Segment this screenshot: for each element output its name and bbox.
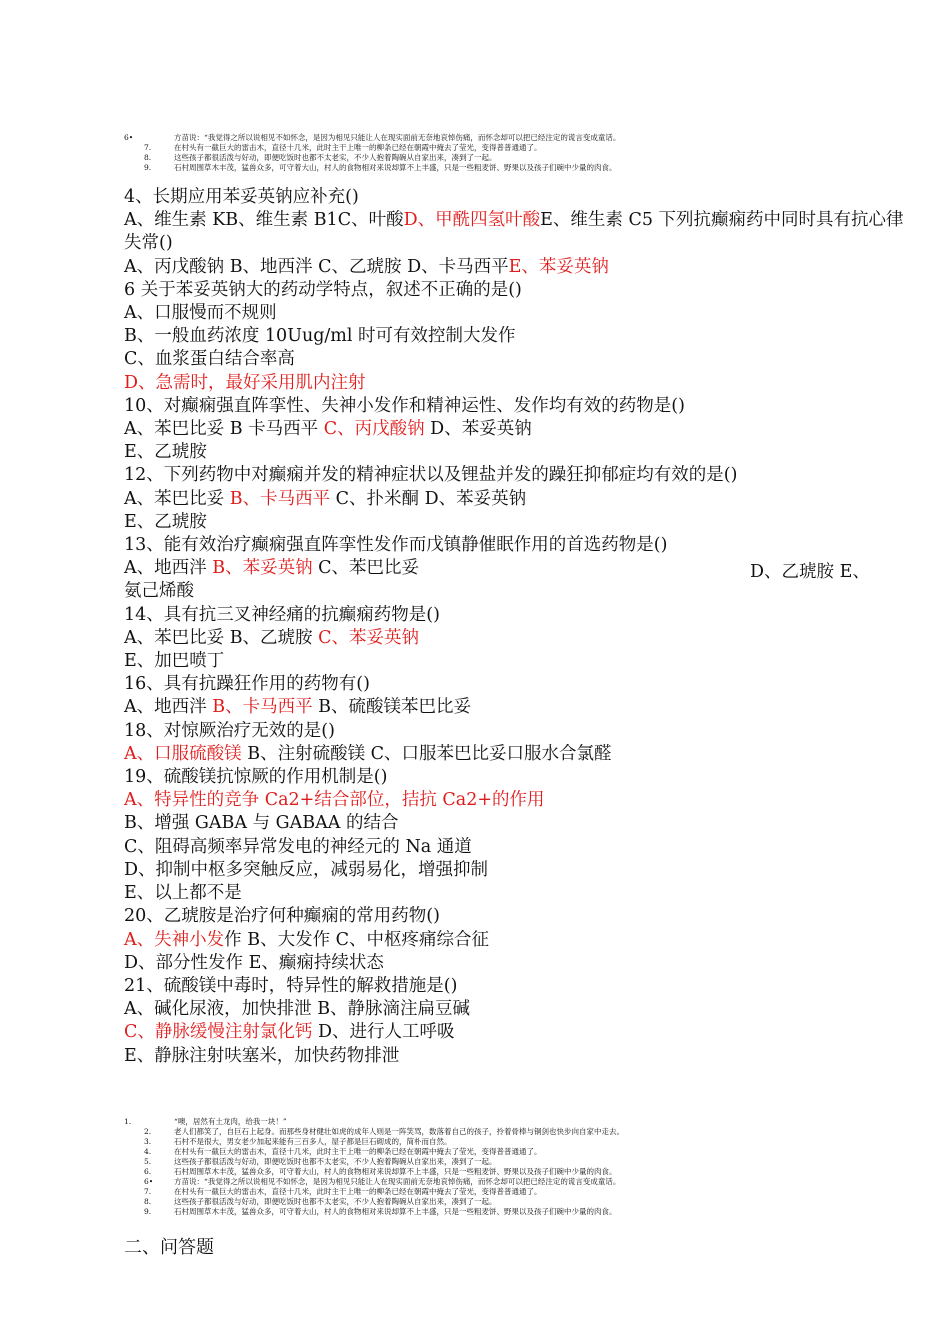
question-stem: 6 关于苯妥英钠大的药动学特点，叙述不正确的是() — [124, 279, 522, 300]
option-text: E、维生素 C5 下列抗癫痫药中同时具有抗心律失常() — [124, 210, 904, 254]
option-text: D、乙琥胺 E、 — [750, 562, 870, 583]
question-options — [124, 929, 904, 952]
question-stem: 12、下列药物中对癫痫并发的精神症状以及锂盐并发的躁狂抑郁症均有效的是() — [124, 465, 738, 486]
option-text: C、扑米酮 D、苯妥英钠 — [335, 488, 527, 509]
note-text: “噢，居然有土龙肉，给我一块！” — [174, 1117, 287, 1126]
answer-text: B、卡马西平 — [212, 697, 313, 718]
option-text: 氨己烯酸 — [124, 581, 194, 602]
question-options — [124, 209, 904, 255]
option-text: B、硫酸镁苯巴比妥 — [318, 697, 472, 718]
option-text: D、抑制中枢多突触反应，减弱易化，增强抑制 — [124, 859, 489, 880]
note-text: 在村头有一截巨大的雷击木，直径十几米，此时主干上唯一的柳条已经在朝霞中掩去了莹光，变得普普通通了。 — [174, 143, 542, 152]
note-number: 4. — [144, 1147, 152, 1156]
note-text: 在村头有一截巨大的雷击木，直径十几米，此时主干上唯一的柳条已经在朝霞中掩去了莹光，变得普普通通了。 — [174, 1187, 542, 1196]
note-number: 2. — [144, 1127, 152, 1136]
answer-text: D、甲酰四氢叶酸 — [403, 210, 541, 231]
answer-text: D、急需时，最好采用肌内注射 — [124, 372, 366, 393]
note-number: 6• — [144, 1177, 154, 1186]
answer-text: C、丙戊酸钠 — [323, 419, 425, 440]
question-stem: 4、长期应用苯妥英钠应补充() — [124, 187, 359, 207]
note-text: 方苗说：“我觉得之所以说相见不如怀念，是因为相见只能让人在现实面前无奈地哀悼伤痛，而怀念却可以把已经注定的谎言变成童话。 — [174, 1177, 621, 1186]
answer-text: C、苯妥英钠 — [318, 627, 420, 648]
option-text: 作 B、大发作 C、中枢疼痛综合征 — [224, 929, 490, 950]
option-text: C、血浆蛋白结合率高 — [124, 349, 295, 370]
footer-note — [124, 1127, 824, 1137]
note-number: 6. — [144, 1167, 152, 1176]
footer-note — [124, 1187, 824, 1197]
question-options — [124, 256, 904, 279]
question-options — [124, 627, 904, 650]
question-stem: 16、具有抗躁狂作用的药物有() — [124, 674, 370, 695]
answer-text: C、静脉缓慢注射氯化钙 — [124, 1022, 313, 1043]
option-text: C、苯巴比妥 — [318, 558, 420, 579]
option-text: B、注射硫酸镁 C、口服苯巴比妥口服水合氯醛 — [247, 743, 612, 764]
option-text: E、以上都不是 — [124, 883, 242, 904]
header-note — [124, 153, 824, 163]
question-stem: 18、对惊厥治疗无效的是() — [124, 720, 335, 741]
question-stem: 19、硫酸镁抗惊厥的作用机制是() — [124, 767, 388, 788]
answer-text: B、卡马西平 — [229, 488, 331, 509]
footer-notes — [124, 1117, 824, 1217]
header-note — [124, 163, 824, 173]
note-text: 石村周围草木丰茂，猛兽众多，可守着大山，村人的食物相对来说却算不上丰盛，只是一些粗麦饼、野果以及孩子们碗中少量的肉食。 — [174, 1207, 617, 1216]
option-text: D、苯妥英钠 — [430, 419, 532, 440]
answer-text: A、特异性的竞争 Ca2+结合部位，拮抗 Ca2+的作用 — [124, 790, 545, 811]
note-text: 这些孩子都很活泼与好动，即便吃饭时也都不太老实，不少人抱着陶碗从自家出来，凑到了一起。 — [174, 153, 497, 162]
option-text: A、苯巴比妥 B 卡马西平 — [124, 419, 319, 440]
footer-note — [124, 1207, 824, 1217]
question-stem: 20、乙琥胺是治疗何种癫痫的常用药物() — [124, 906, 440, 927]
option-text: A、碱化尿液，加快排泄 B、静脉滴注扁豆碱 — [124, 999, 471, 1020]
question-stem: 10、对癫痫强直阵挛性、失神小发作和精神运性、发作均有效的药物是() — [124, 395, 685, 416]
footer-note — [124, 1117, 824, 1127]
header-notes — [124, 133, 824, 173]
note-text: 这些孩子都很活泼与好动，即便吃饭时也都不太老实，不少人抱着陶碗从自家出来，凑到了一起。 — [174, 1157, 497, 1166]
note-number: 6• — [124, 133, 134, 142]
option-text: E、乙琥胺 — [124, 442, 207, 463]
option-text: E、乙琥胺 — [124, 511, 207, 532]
question-options — [124, 488, 904, 511]
note-text: 在村头有一截巨大的雷击木，直径十几米，此时主干上唯一的柳条已经在朝霞中掩去了莹光，变得普普通通了。 — [174, 1147, 542, 1156]
note-number: 7. — [144, 143, 152, 152]
note-number: 8. — [144, 1197, 152, 1206]
footer-note — [124, 1157, 824, 1167]
note-number: 5. — [144, 1157, 152, 1166]
option-text: D、部分性发作 E、癫痫持续状态 — [124, 952, 384, 973]
question-stem: 13、能有效治疗癫痫强直阵挛性发作而戊镇静催眠作用的首选药物是() — [124, 535, 668, 556]
question-options — [124, 743, 904, 766]
question-options — [124, 696, 904, 719]
option-text: A、地西泮 — [124, 697, 207, 718]
note-text: 老人们都笑了，自巨石上起身。而那些身材健壮如虎的成年人则是一阵笑骂，数落着自己的孩子，拎着骨棒与铜剑也快步向自家中走去。 — [174, 1127, 624, 1136]
note-text: 石村周围草木丰茂，猛兽众多，可守着大山，村人的食物相对来说却算不上丰盛，只是一些粗麦饼、野果以及孩子们碗中少量的肉食。 — [174, 1167, 617, 1176]
note-number: 8. — [144, 153, 152, 162]
option-text: C、阻碍高频率异常发电的神经元的 Na 通道 — [124, 836, 472, 857]
option-text: A、苯巴比妥 B、乙琥胺 — [124, 627, 313, 648]
answer-text: E、苯妥英钠 — [508, 256, 609, 277]
footer-note — [124, 1167, 824, 1177]
question-options — [124, 557, 904, 583]
footer-note — [124, 1147, 824, 1157]
note-text: 方苗说：“我觉得之所以说相见不如怀念，是因为相见只能让人在现实面前无奈地哀悼伤痛，而怀念却可以把已经注定的谎言变成童话。 — [174, 133, 621, 142]
footer-note — [124, 1137, 824, 1147]
question-list — [124, 186, 904, 1068]
note-number: 7. — [144, 1187, 152, 1196]
note-number: 9. — [144, 1207, 152, 1216]
option-text: E、静脉注射呋塞米，加快药物排泄 — [124, 1045, 400, 1066]
note-number: 3. — [144, 1137, 152, 1146]
answer-text: B、苯妥英钠 — [212, 558, 313, 579]
option-text: B、一般血药浓度 10Uug/ml 时可有效控制大发作 — [124, 326, 516, 347]
option-text: A、地西泮 — [124, 558, 207, 579]
header-note — [124, 133, 824, 143]
question-options — [124, 418, 904, 441]
section-heading: 二、问答题 — [124, 1237, 214, 1258]
option-text: A、口服慢而不规则 — [124, 303, 277, 324]
option-text: B、增强 GABA 与 GABAA 的结合 — [124, 813, 399, 834]
note-number: 1. — [124, 1117, 132, 1126]
question-stem: 21、硫酸镁中毒时，特异性的解救措施是() — [124, 975, 458, 996]
note-text: 这些孩子都很活泼与好动，即便吃饭时也都不太老实，不少人抱着陶碗从自家出来，凑到了一起。 — [174, 1197, 497, 1206]
note-number: 9. — [144, 163, 152, 172]
question-options — [124, 1021, 904, 1044]
note-text: 石村周围草木丰茂，猛兽众多，可守着大山，村人的食物相对来说却算不上丰盛，只是一些粗麦饼、野果以及孩子们碗中少量的肉食。 — [174, 163, 617, 172]
footer-note — [124, 1177, 824, 1187]
answer-text: A、失神小发 — [124, 929, 225, 950]
footer-note — [124, 1197, 824, 1207]
question-stem: 14、具有抗三叉神经痛的抗癫痫药物是() — [124, 604, 440, 625]
option-text: D、进行人工呼吸 — [317, 1022, 455, 1043]
header-note — [124, 143, 824, 153]
option-text: A、丙戊酸钠 B、地西泮 C、乙琥胺 D、卡马西平 — [124, 256, 509, 277]
answer-text: A、口服硫酸镁 — [124, 743, 242, 764]
note-text: 石村不是很大，男女老少加起来能有三百多人，屋子都是巨石砌成的，简朴而自然。 — [174, 1137, 452, 1146]
option-text: E、加巴喷丁 — [124, 651, 225, 672]
option-text: A、维生素 KB、维生素 B1C、叶酸 — [124, 210, 404, 231]
option-text: A、苯巴比妥 — [124, 488, 225, 509]
